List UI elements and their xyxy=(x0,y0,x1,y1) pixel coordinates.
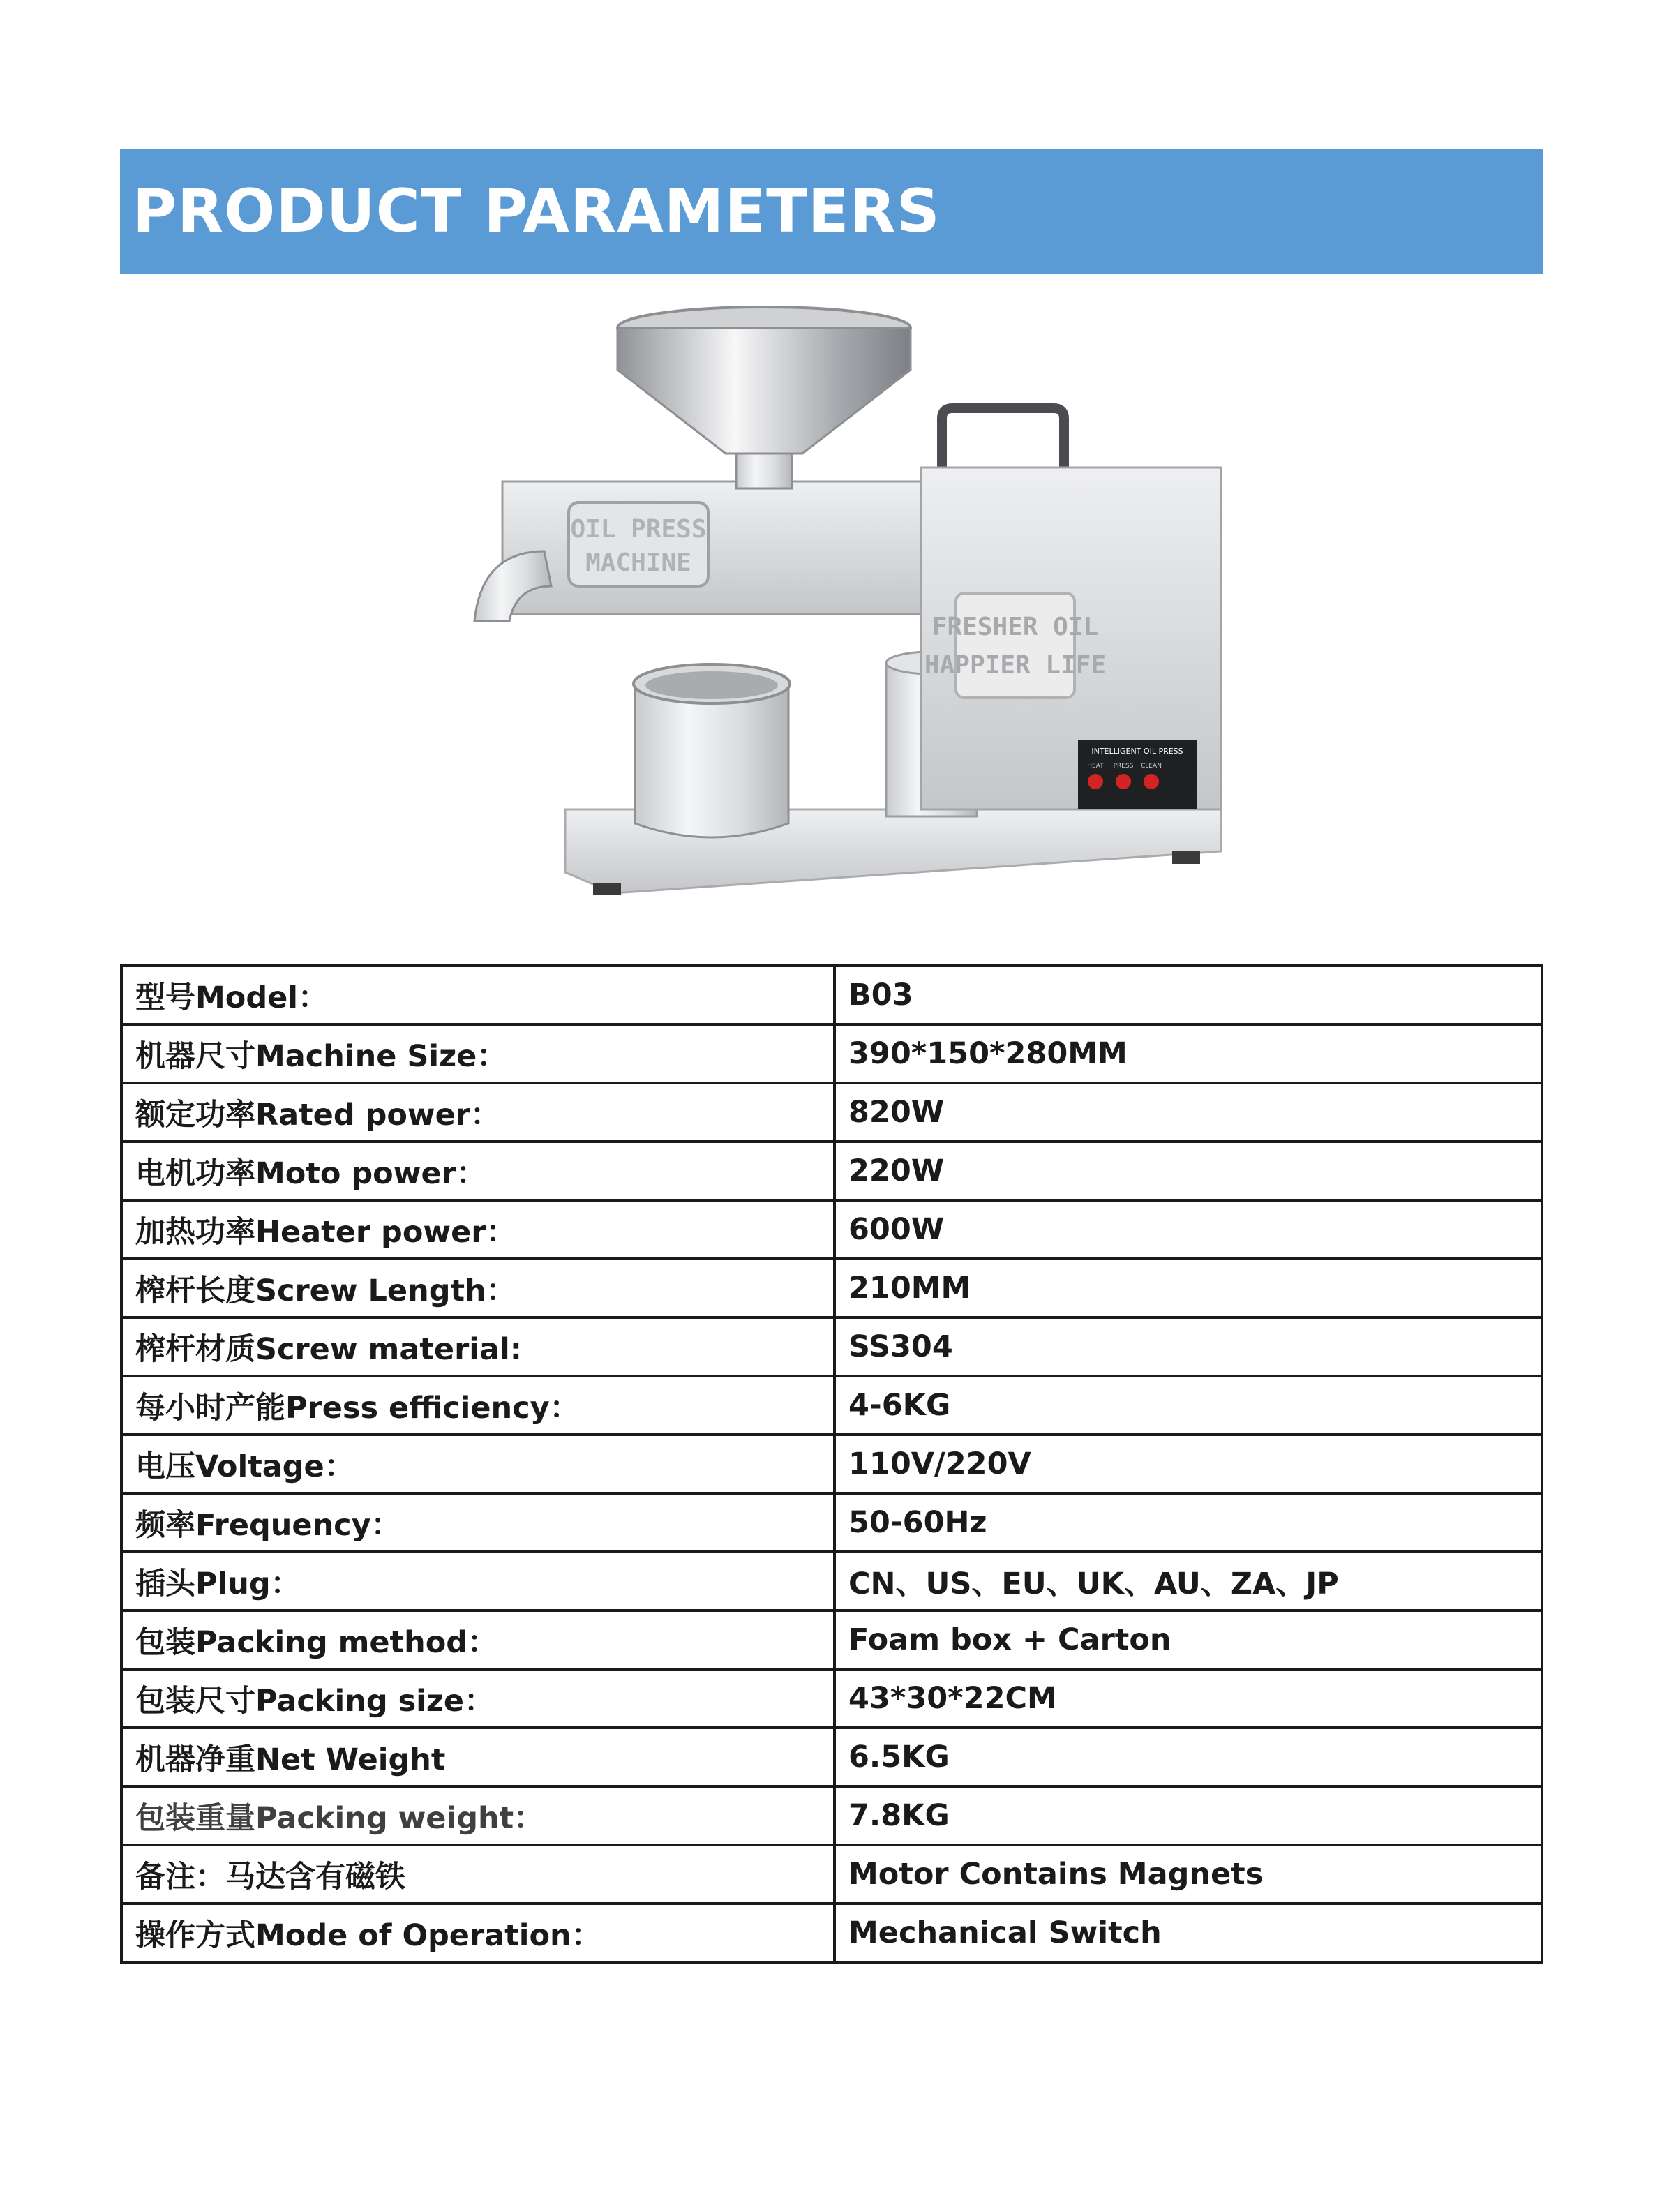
table-row xyxy=(121,1669,1542,1728)
table-row xyxy=(121,1259,1542,1317)
param-value: 43*30*22CM xyxy=(834,1669,1542,1728)
body-slogan-1: FRESHER OIL xyxy=(931,613,1099,641)
table-row xyxy=(121,1611,1542,1669)
param-value: 110V/220V xyxy=(834,1435,1542,1493)
header-banner xyxy=(120,149,1543,274)
panel-button-heat: HEAT xyxy=(1087,763,1104,770)
param-label: 备注：马达含有磁铁 xyxy=(121,1845,834,1904)
table-row xyxy=(121,1083,1542,1142)
table-row xyxy=(121,1493,1542,1552)
panel-button-press: PRESS xyxy=(1113,763,1134,770)
table-row xyxy=(121,1142,1542,1200)
param-value: CN、US、EU、UK、AU、ZA、JP xyxy=(834,1552,1542,1611)
param-value: 50-60Hz xyxy=(834,1493,1542,1552)
param-label: 包装Packing method： xyxy=(121,1611,834,1669)
param-value: 390*150*280MM xyxy=(834,1024,1542,1083)
param-value: SS304 xyxy=(834,1317,1542,1376)
param-value: Motor Contains Magnets xyxy=(834,1845,1542,1904)
page-title: PRODUCT PARAMETERS xyxy=(133,177,941,246)
param-label: 型号Model： xyxy=(121,966,834,1024)
body-slogan-2: HAPPIER LIFE xyxy=(924,651,1107,680)
param-label: 频率Frequency： xyxy=(121,1493,834,1552)
funnel-line-1: OIL PRESS xyxy=(570,515,707,544)
param-label: 榨杆长度Screw Length： xyxy=(121,1259,834,1317)
param-value: 600W xyxy=(834,1200,1542,1259)
parameters-table xyxy=(120,964,1543,1964)
table-row xyxy=(121,1904,1542,1962)
table-row xyxy=(121,1376,1542,1435)
clean-button-icon xyxy=(1144,774,1159,789)
param-value: 6.5KG xyxy=(834,1728,1542,1786)
param-value: Mechanical Switch xyxy=(834,1904,1542,1962)
table-row xyxy=(121,1845,1542,1904)
param-label: 插头Plug： xyxy=(121,1552,834,1611)
param-value: Foam box + Carton xyxy=(834,1611,1542,1669)
param-label: 机器尺寸Machine Size： xyxy=(121,1024,834,1083)
param-label: 加热功率Heater power： xyxy=(121,1200,834,1259)
param-label: 包装尺寸Packing size： xyxy=(121,1669,834,1728)
param-value: B03 xyxy=(834,966,1542,1024)
param-label: 电压Voltage： xyxy=(121,1435,834,1493)
funnel-line-2: MACHINE xyxy=(585,548,691,577)
table-row xyxy=(121,1728,1542,1786)
panel-button-clean: CLEAN xyxy=(1141,763,1162,770)
param-label: 包装重量Packing weight： xyxy=(121,1786,834,1845)
param-label: 电机功率Moto power： xyxy=(121,1142,834,1200)
param-label: 机器净重Net Weight xyxy=(121,1728,834,1786)
param-label: 操作方式Mode of Operation： xyxy=(121,1904,834,1962)
param-value: 820W xyxy=(834,1083,1542,1142)
heat-button-icon xyxy=(1088,774,1103,789)
table-row xyxy=(121,1552,1542,1611)
panel-title: INTELLIGENT OIL PRESS xyxy=(1091,747,1183,756)
press-button-icon xyxy=(1116,774,1131,789)
table-row xyxy=(121,1024,1542,1083)
table-row xyxy=(121,1200,1542,1259)
param-value: 220W xyxy=(834,1142,1542,1200)
param-label: 榨杆材质Screw material: xyxy=(121,1317,834,1376)
param-value: 210MM xyxy=(834,1259,1542,1317)
param-value: 4-6KG xyxy=(834,1376,1542,1435)
oil-press-machine-image xyxy=(454,293,1249,942)
table-row xyxy=(121,1435,1542,1493)
param-value: 7.8KG xyxy=(834,1786,1542,1845)
table-row xyxy=(121,966,1542,1024)
table-row xyxy=(121,1786,1542,1845)
table-row xyxy=(121,1317,1542,1376)
param-label: 额定功率Rated power： xyxy=(121,1083,834,1142)
param-label: 每小时产能Press efficiency： xyxy=(121,1376,834,1435)
